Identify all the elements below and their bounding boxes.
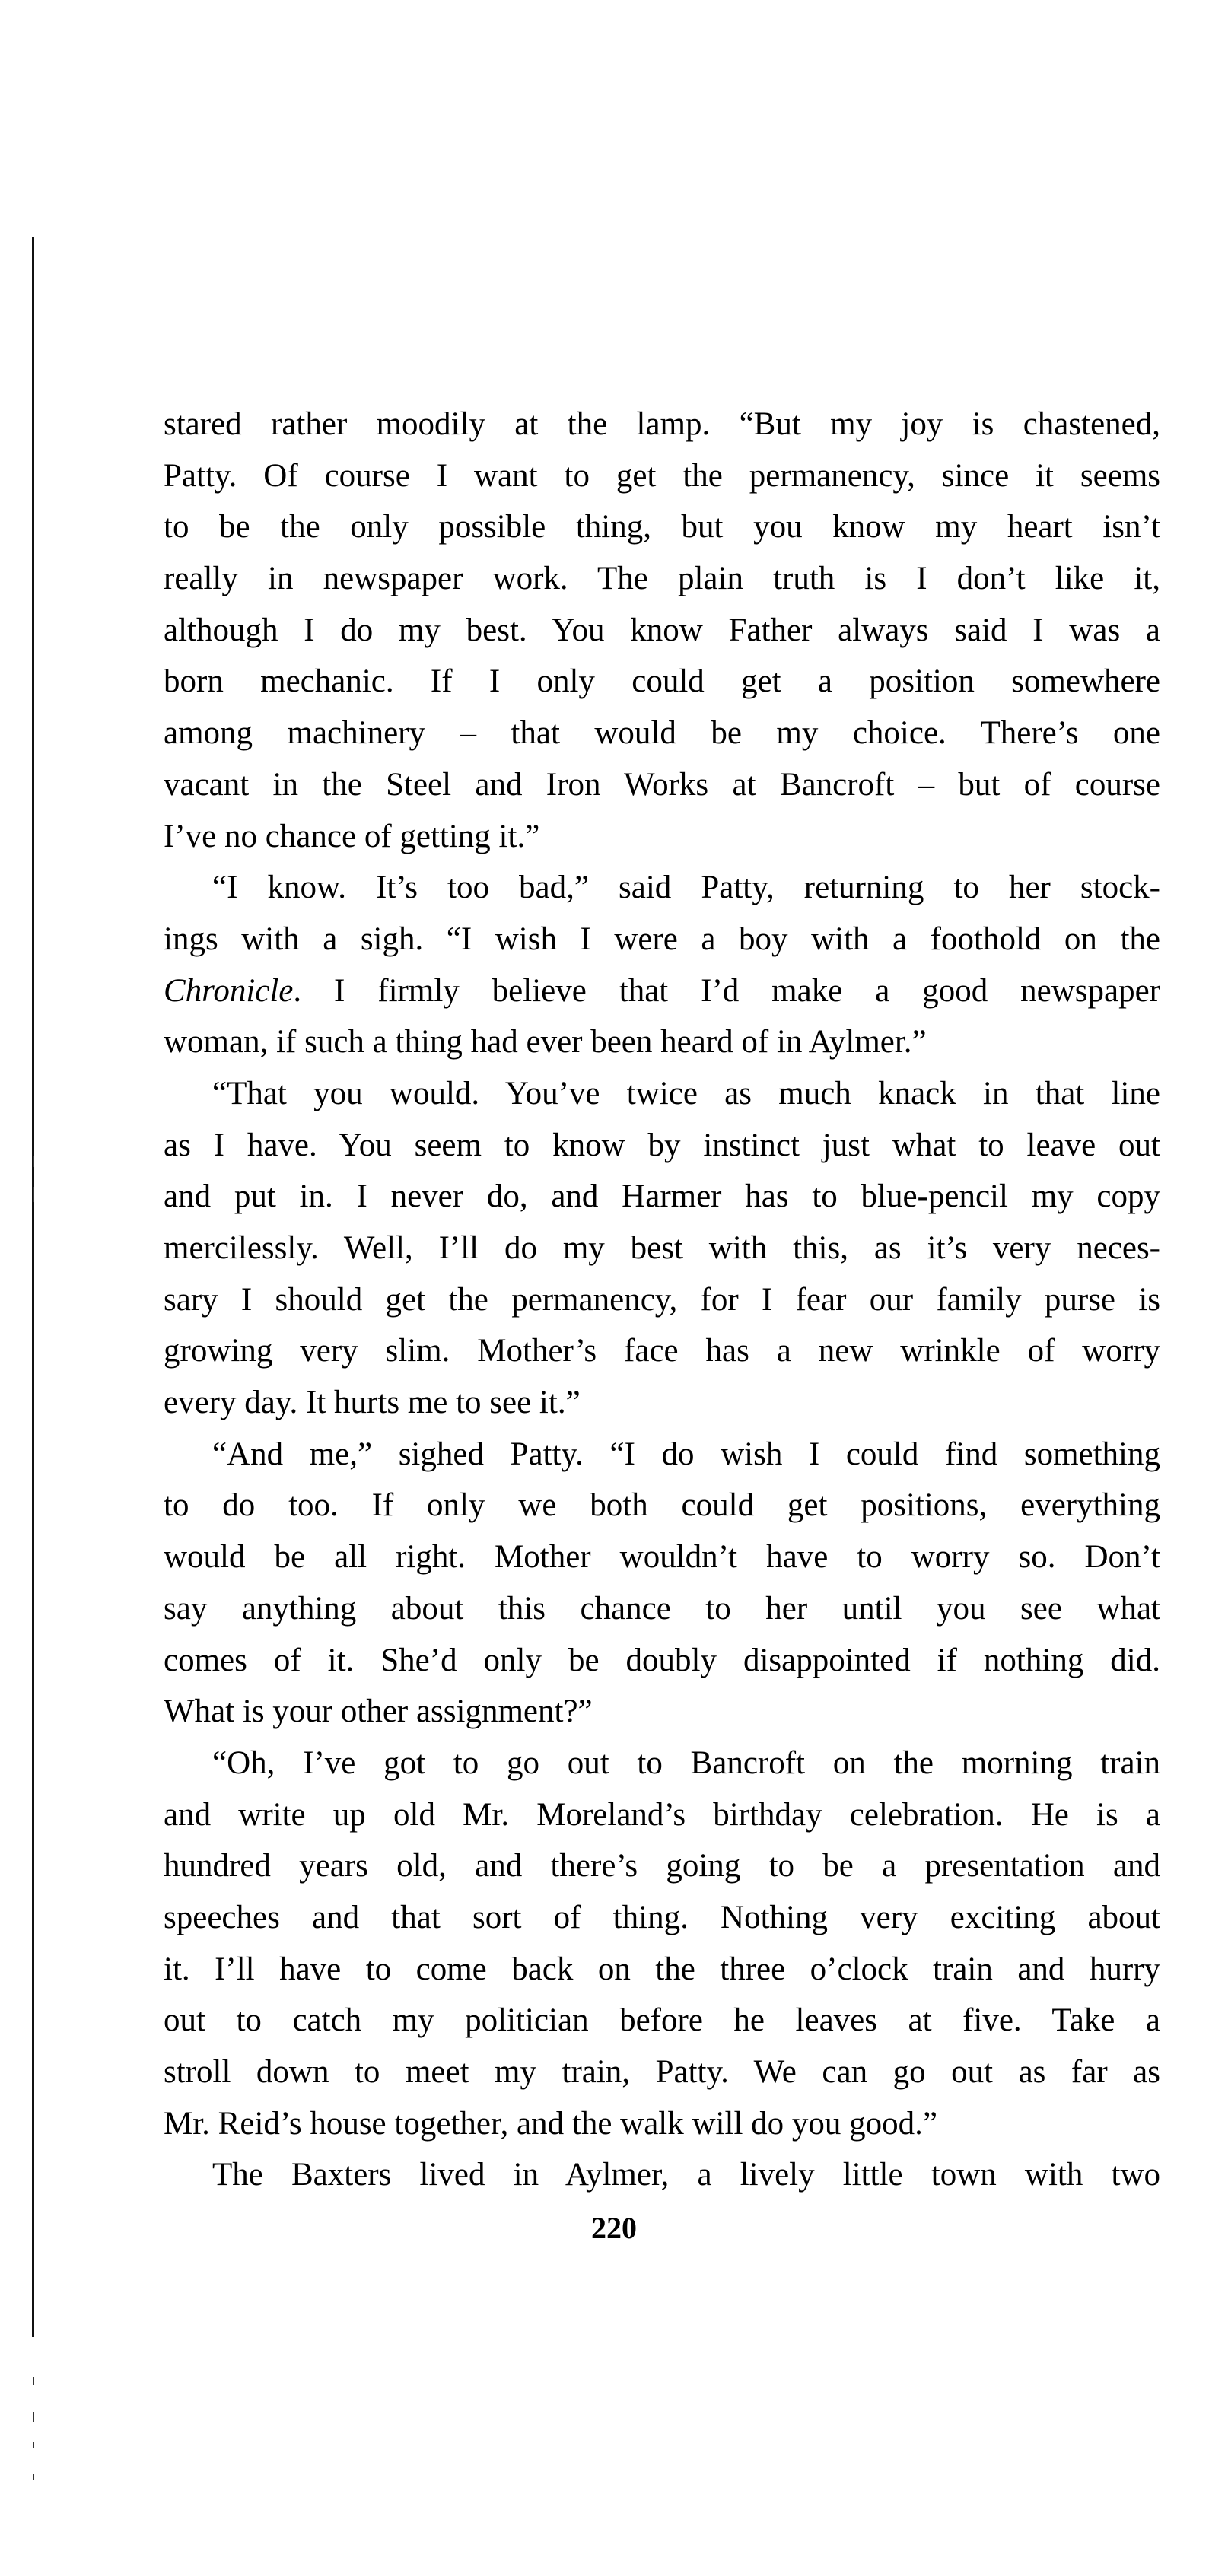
text-line: What is your other assignment?”	[164, 1693, 593, 1730]
text-line: vacant in the Steel and Iron Works at Bancroft – but of course	[164, 766, 1160, 803]
text-line: hundred years old, and there’s going to be a presentation and	[164, 1848, 1160, 1884]
paragraph	[164, 1738, 1160, 2150]
text-line: Mr. Reid’s house together, and the walk will do you good.”	[164, 2105, 937, 2142]
text-line: would be all right. Mother wouldn’t have to worry so. Don’t	[164, 1539, 1160, 1576]
scan-artifact	[33, 2377, 34, 2385]
text-line: although I do my best. You know Father always said I was a	[164, 612, 1160, 648]
scan-artifact	[33, 1156, 34, 1167]
page-body-text	[164, 399, 1160, 2201]
text-line: Patty. Of course I want to get the permanency, since it seems	[164, 457, 1160, 494]
text-line: to do too. If only we both could get positions, everything	[164, 1487, 1160, 1524]
text-line: and put in. I never do, and Harmer has to blue-pencil my copy	[164, 1178, 1160, 1215]
scan-artifact	[33, 2442, 34, 2448]
newspaper-title: Chronicle	[164, 972, 294, 1009]
text-line: to be the only possible thing, but you know my heart isn’t	[164, 509, 1160, 545]
text-line: say anything about this chance to her until you see what	[164, 1590, 1160, 1627]
text-line: “Oh, I’ve got to go out to Bancroft on the morning train	[212, 1744, 1160, 1781]
text-line: Chronicle. I firmly believe that I’d make a good newspaper	[164, 972, 1160, 1009]
text-line: out to catch my politician before he leaves at five. Take a	[164, 2002, 1160, 2039]
text-line: growing very slim. Mother’s face has a new wrinkle of worry	[164, 1333, 1160, 1369]
paragraph	[164, 1068, 1160, 1429]
scan-artifact	[33, 2412, 34, 2422]
text-line: “That you would. You’ve twice as much knack in that line	[212, 1075, 1160, 1111]
scan-artifact	[33, 2474, 34, 2480]
scan-artifact	[33, 1187, 34, 1202]
page-number: 220	[591, 2211, 637, 2245]
scan-margin-rule	[32, 237, 34, 2337]
text-line: among machinery – that would be my choice. There’s one	[164, 715, 1160, 752]
paragraph	[164, 1429, 1160, 1738]
text-line: “And me,” sighed Patty. “I do wish I could find something	[212, 1436, 1160, 1472]
text-line: stared rather moodily at the lamp. “But my joy is chastened,	[164, 406, 1160, 442]
paragraph	[164, 2149, 1160, 2201]
text-line: sary I should get the permanency, for I fear our family purse is	[164, 1281, 1160, 1318]
text-line: stroll down to meet my train, Patty. We can go out as far as	[164, 2054, 1160, 2090]
paragraph	[164, 399, 1160, 862]
text-line: speeches and that sort of thing. Nothing very exciting about	[164, 1899, 1160, 1935]
text-line: every day. It hurts me to see it.”	[164, 1385, 581, 1421]
text-line: born mechanic. If I only could get a position somewhere	[164, 663, 1160, 700]
text-line: comes of it. She’d only be doubly disappointed if nothing did.	[164, 1642, 1160, 1678]
text-line: really in newspaper work. The plain truth is I don’t like it,	[164, 561, 1160, 597]
text-line: I’ve no chance of getting it.”	[164, 818, 540, 854]
text-line: mercilessly. Well, I’ll do my best with this, as it’s very neces-	[164, 1230, 1160, 1266]
text-line: “I know. It’s too bad,” said Patty, returning to her stock-	[212, 870, 1160, 906]
text-line: as I have. You seem to know by instinct just what to leave out	[164, 1127, 1160, 1163]
text-line: ings with a sigh. “I wish I were a boy with a foothold on the	[164, 921, 1160, 957]
text-line: The Baxters lived in Aylmer, a lively little town with two	[212, 2157, 1160, 2193]
text-line: woman, if such a thing had ever been heard of in Aylmer.”	[164, 1024, 927, 1061]
paragraph	[164, 862, 1160, 1068]
text-line: it. I’ll have to come back on the three o’clock train and hurry	[164, 1951, 1160, 1987]
text-line: and write up old Mr. Moreland’s birthday celebration. He is a	[164, 1796, 1160, 1833]
